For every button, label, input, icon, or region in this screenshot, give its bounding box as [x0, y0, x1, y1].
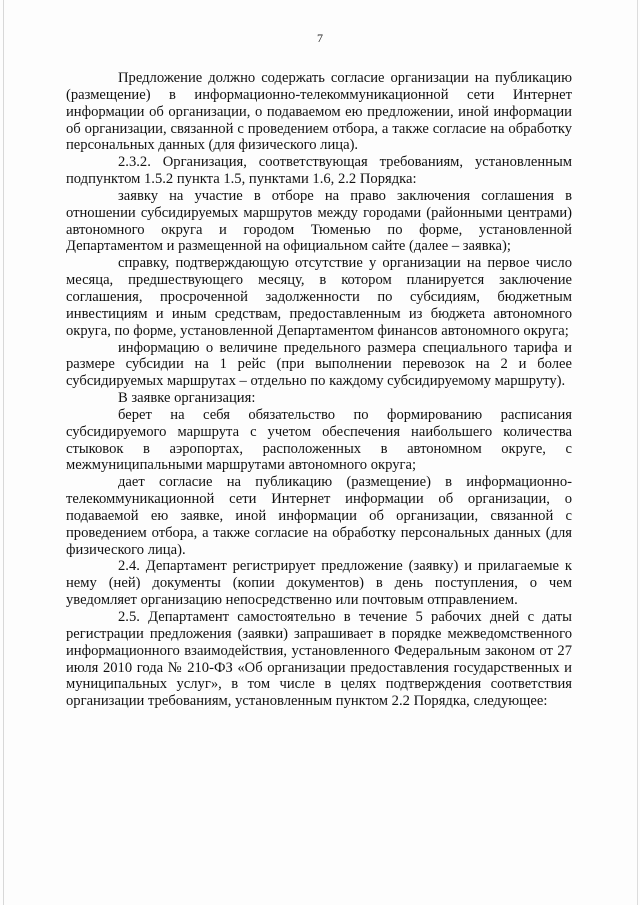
paragraph-certificate: справку, подтверждающую отсутствие у организации на первое число месяца, предшествующего месяцу, в котором планируется заключение соглашения, просроченной задолженности по субсидиям, бюджетным инвестициям и иным средствам, предоставленным из бюджета автономного округа, по форме, установленной Департаментом финансов автономного округа;	[66, 255, 572, 339]
paragraph-application: заявку на участие в отборе на право заключения соглашения в отношении субсидируемых маршрутов между городами (районными центрами) автономного округа и городом Тюменью по форме, установленной Департаментом и размещенной на официальном сайте (далее – заявка);	[66, 187, 572, 255]
paragraph-2-3-2: 2.3.2. Организация, соответствующая требованиям, установленным подпунктом 1.5.2 пункта 1.5, пунктами 1.6, 2.2 Порядка:	[66, 154, 572, 188]
paragraph-2-5: 2.5. Департамент самостоятельно в течение 5 рабочих дней с даты регистрации предложения (заявки) запрашивает в порядке межведомственного информационного взаимодействия, установленного Федеральным законом от 27 июля 2010 года № 210-ФЗ «Об организации предоставления государственных и муниципальных услуг», в том числе в целях подтверждения соответствия организации требованиям, установленным пунктом 2.2 Порядка, следующее:	[66, 609, 572, 710]
paragraph-obligation: берет на себя обязательство по формированию расписания субсидируемого маршрута с учетом обеспечения наибольшего количества стыковок в аэропортах, расположенных в автономном округе, с межмуниципальными маршрутами автономного округа;	[66, 406, 572, 474]
document-body	[66, 70, 572, 710]
paragraph-publication-consent: дает согласие на публикацию (размещение) в информационно-телекоммуникационной сети Интернет информации об организации, о подаваемой ею заявке, иной информации об организации, связанной с проведением отбора, а также согласие на обработку персональных данных (для физического лица).	[66, 474, 572, 558]
paragraph-tariff-info: информацию о величине предельного размера специального тарифа и размере субсидии на 1 рейс (при выполнении перевозок на 2 и более субсидируемых маршрутах – отдельно по каждому субсидируемому маршруту).	[66, 339, 572, 390]
page-edge-left	[3, 0, 4, 905]
page-number: 7	[317, 31, 323, 45]
page-edge-right	[637, 0, 638, 905]
paragraph-consent: Предложение должно содержать согласие организации на публикацию (размещение) в информационно-телекоммуникационной сети Интернет информации об организации, о подаваемом ею предложении, иной информации об организации, связанной с проведением отбора, а также согласие на обработку персональных данных (для физического лица).	[66, 70, 572, 154]
paragraph-in-application: В заявке организация:	[118, 390, 256, 407]
paragraph-2-4: 2.4. Департамент регистрирует предложение (заявку) и прилагаемые к нему (ней) документы (копии документов) в день поступления, о чем уведомляет организацию непосредственно или почтовым отправлением.	[66, 558, 572, 609]
